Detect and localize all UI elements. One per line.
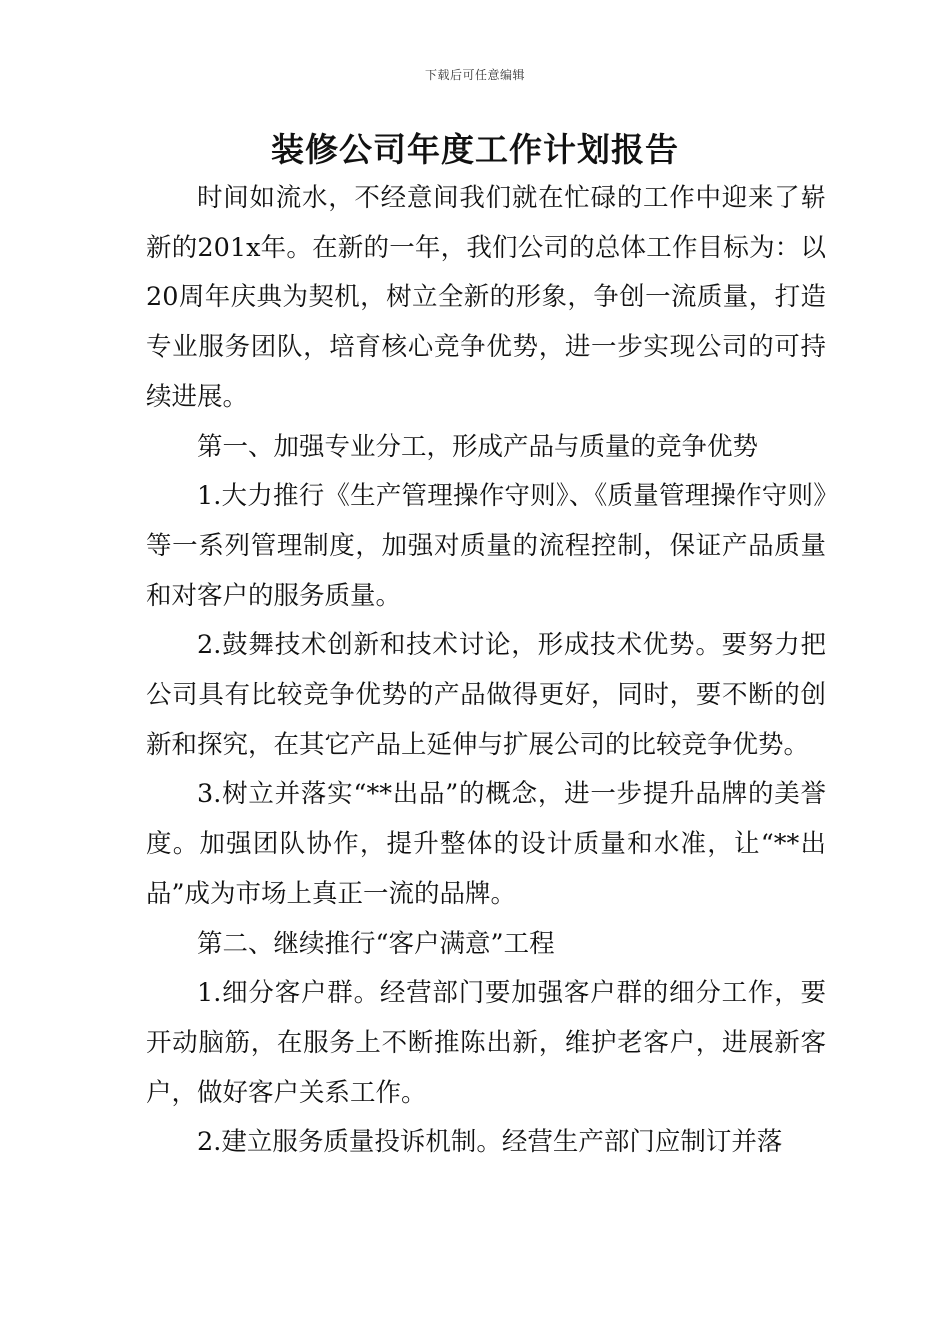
intro-paragraph: 时间如流水，不经意间我们就在忙碌的工作中迎来了崭新的201x年。在新的一年，我们公司的总体工作目标为：以20周年庆典为契机，树立全新的形象，争创一流质量，打造专业服务团队，培育核心竞争优势，进一步实现公司的可持续进展。 (146, 183, 826, 412)
paragraph: 1.细分客户群。经营部门要加强客户群的细分工作，要开动脑筋，在服务上不断推陈出新，维护老客户，进展新客户，做好客户关系工作。 (146, 978, 826, 1108)
paragraph: 3.树立并落实“**出品”的概念，进一步提升品牌的美誉度。加强团队协作，提升整体的设计质量和水准，让“**出品”成为市场上真正一流的品牌。 (146, 779, 826, 909)
section-heading-1: 第一、加强专业分工，形成产品与质量的竞争优势 (197, 431, 759, 462)
document-body (146, 174, 826, 1168)
document-title: 装修公司年度工作计划报告 (271, 130, 679, 169)
paragraph: 2.建立服务质量投诉机制。经营生产部门应制订并落 (197, 1127, 783, 1158)
section-heading-2: 第二、继续推行“客户满意”工程 (197, 928, 555, 959)
paragraph: 2.鼓舞技术创新和技术讨论，形成技术优势。要努力把公司具有比较竞争优势的产品做得更好，同时，要不断的创新和探究，在其它产品上延伸与扩展公司的比较竞争优势。 (146, 630, 826, 760)
paragraph: 1.大力推行《生产管理操作守则》、《质量管理操作守则》等一系列管理制度，加强对质量的流程控制，保证产品质量和对客户的服务质量。 (146, 481, 826, 611)
page-header-note: 下载后可任意编辑 (424, 68, 525, 82)
